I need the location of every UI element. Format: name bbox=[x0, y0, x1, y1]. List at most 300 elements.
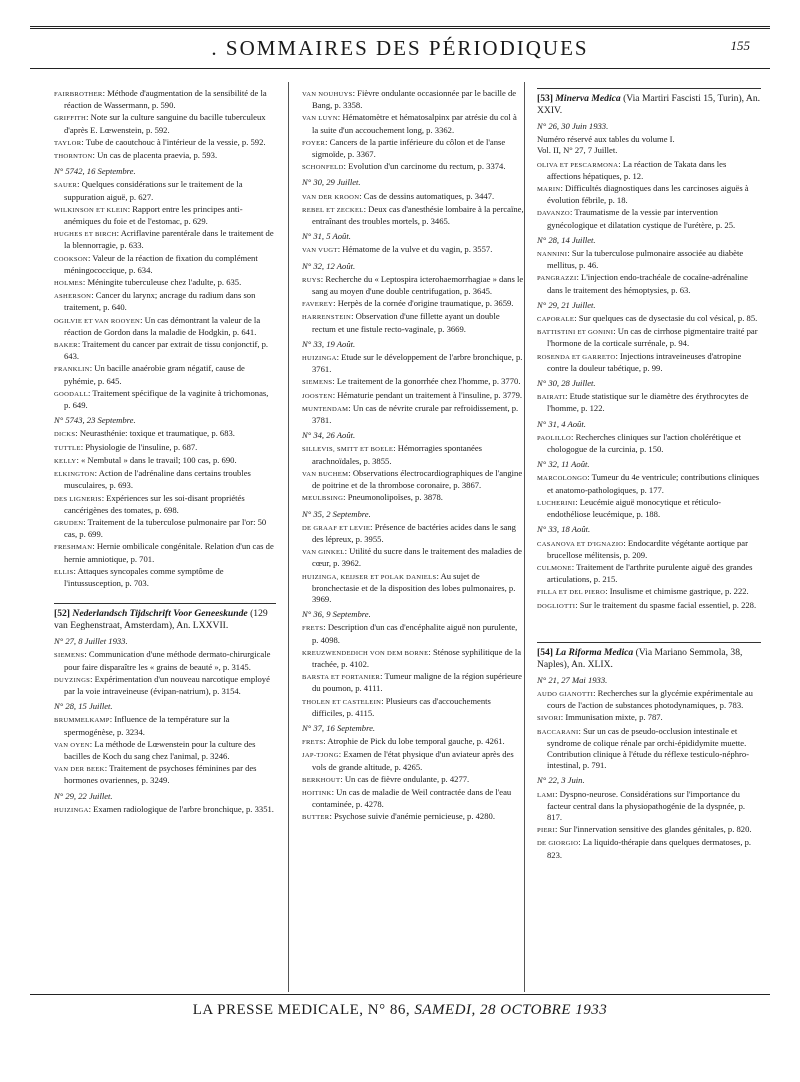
abstract-entry bbox=[54, 228, 276, 251]
issue-heading: N° 28, 15 Juillet. bbox=[54, 701, 113, 712]
entry-text: : Atrophie de Pick du lobe temporal gauche, p. 4261. bbox=[323, 736, 505, 747]
abstract-entry bbox=[537, 351, 761, 374]
entry-author: COOKSON bbox=[54, 255, 88, 263]
abstract-entry bbox=[537, 837, 761, 860]
entry-text: : Injections intraveineuses d'atropine contre la douleur tabétique, p. 99. bbox=[547, 350, 742, 373]
abstract-entry bbox=[537, 600, 761, 612]
abstract-entry bbox=[537, 497, 761, 520]
entry-text: : La méthode de Lœwenstein pour la culture des bacilles de Koch du sang chez l'animal, p. 3246. bbox=[64, 738, 256, 761]
entry-author: HUGHES ET BIRCH bbox=[54, 231, 117, 239]
abstract-entry bbox=[302, 298, 524, 310]
issue-heading: N° 33, 19 Août. bbox=[302, 338, 356, 349]
entry-text: : Examen de l'état physique d'un aviateur après des vols de grande altitude, p. 4265. bbox=[312, 749, 514, 772]
entry-text: : Etude sur le développement de l'arbre bronchique, p. 3761. bbox=[312, 352, 523, 375]
entry-text: : Expériences sur les soi-disant propriétés cancérigènes des tomates, p. 698. bbox=[64, 492, 245, 515]
entry-text: : Un bacille anaérobie gram négatif, cause de pyhémie, p. 645. bbox=[64, 363, 245, 386]
entry-list bbox=[302, 88, 524, 173]
entry-text: : Un cas de maladie de Weil contractée dans de l'eau contaminée, p. 4278. bbox=[312, 786, 512, 810]
abstract-entry bbox=[54, 455, 276, 467]
entry-text: : Hématomètre et hématosalpinx par atrésie du col à la suite d'un accouchement long, p. 3362. bbox=[312, 112, 517, 135]
entry-list bbox=[537, 688, 761, 771]
entry-text: : Immunisation mixte, p. 787. bbox=[560, 712, 663, 723]
entry-author: BERKHOUT bbox=[302, 776, 341, 784]
abstract-entry bbox=[302, 112, 524, 135]
column-divider bbox=[288, 82, 289, 992]
abstract-entry bbox=[537, 159, 761, 182]
entry-text: : Tumeur du 4e ventricule; contributions cliniques et anatomo-pathologiques, p. 177. bbox=[547, 472, 760, 495]
entry-text: : Cancers de la partie inférieure du côlon et de l'anse sigmoïde, p. 3367. bbox=[312, 136, 506, 160]
entry-author: ASHERSON bbox=[54, 293, 92, 301]
journal-info: (Via Mariano Semmola, 38, Naples), An. XLIX. bbox=[537, 646, 743, 670]
entry-author: BAKER bbox=[54, 342, 78, 350]
entry-text: : Insulisme et chimisme gastrique, p. 222. bbox=[605, 586, 749, 597]
issue-heading: N° 34, 26 Août. bbox=[302, 430, 356, 441]
entry-text: : Hémorragies spontanées arachnoïdales, p. 3855. bbox=[312, 443, 482, 466]
abstract-entry bbox=[54, 339, 276, 362]
entry-list bbox=[54, 428, 276, 589]
entry-author: GRIFFITH bbox=[54, 115, 87, 123]
header-top-rule bbox=[30, 26, 770, 29]
abstract-entry bbox=[537, 726, 761, 772]
entry-author: PAOLILLO bbox=[537, 434, 572, 442]
entry-author: FRETS bbox=[302, 739, 324, 747]
entry-text: : Quelques considérations sur le traitement de la suppuration aiguë, p. 627. bbox=[64, 179, 243, 202]
abstract-entry bbox=[302, 376, 524, 388]
abstract-entry bbox=[537, 712, 761, 724]
entry-author: BAIRATI bbox=[537, 394, 566, 402]
entry-text: : Neurasthénie: toxique et traumatique, p. 683. bbox=[75, 428, 235, 439]
entry-author: DE GRAAF ET LEVIE bbox=[302, 524, 371, 532]
entry-author: PANGRAZZI bbox=[537, 275, 577, 283]
abstract-entry bbox=[537, 562, 761, 585]
entry-author: JOOSTEN bbox=[302, 392, 333, 400]
entry-author: VAN VUGT bbox=[302, 247, 338, 255]
abstract-entry bbox=[537, 207, 761, 230]
entry-author: SIEMENS bbox=[54, 652, 85, 660]
abstract-entry bbox=[302, 191, 524, 203]
abstract-entry bbox=[54, 739, 276, 762]
abstract-entry bbox=[302, 204, 524, 227]
entry-author: SIEMENS bbox=[302, 379, 333, 387]
entry-author: BARSTA ET FORTANIER bbox=[302, 674, 381, 682]
abstract-entry bbox=[537, 313, 761, 325]
column-divider bbox=[524, 82, 525, 992]
header-bottom-rule bbox=[30, 68, 770, 69]
abstract-entry bbox=[537, 688, 761, 711]
abstract-entry bbox=[537, 824, 761, 836]
abstract-entry bbox=[54, 315, 276, 338]
entry-author: FRETS bbox=[302, 625, 324, 633]
entry-list bbox=[54, 88, 276, 162]
entry-text: : Méthode d'augmentation de la sensibilité de la réaction de Wassermann, p. 590. bbox=[64, 88, 267, 111]
abstract-entry bbox=[302, 492, 524, 504]
entry-list bbox=[54, 649, 276, 697]
entry-author: BUTTER bbox=[302, 814, 330, 822]
entry-list bbox=[537, 248, 761, 296]
entry-list bbox=[54, 179, 276, 411]
entry-text: : Influence de la température sur la spermogénèse, p. 3234. bbox=[64, 714, 230, 737]
entry-text: : Pneumonolipoïses, p. 3878. bbox=[343, 492, 443, 503]
issue-heading: Vol. II, N° 27, 7 Juillet. bbox=[537, 145, 618, 156]
entry-text: : La réaction de Takata dans les affections hépatiques, p. 12. bbox=[547, 158, 727, 181]
entry-text: : Un cas démontrant la valeur de la réaction de Gordon dans la maladie de Hodgkin, p. 641. bbox=[64, 314, 261, 337]
entry-author: OLIVA ET PESCARMONA bbox=[537, 161, 619, 169]
entry-author: VAN DER BEEK bbox=[54, 766, 105, 774]
issue-heading: N° 36, 9 Septembre. bbox=[302, 609, 371, 620]
entry-text: : Un cas de placenta praevia, p. 593. bbox=[92, 150, 218, 161]
entry-text: : Traitement du cancer par extrait de tissu conjonctif, p. 643. bbox=[64, 339, 269, 362]
entry-list bbox=[302, 522, 524, 605]
entry-author: ELKINGTON bbox=[54, 471, 95, 479]
entry-author: VAN GINKEL bbox=[302, 549, 345, 557]
entry-text: : Traitement de l'arthrite purulente aiguë des grandes articulations, p. 215. bbox=[547, 561, 753, 585]
entry-text: : Fièvre ondulante occasionnée par le bacille de Bang, p. 3358. bbox=[312, 88, 517, 111]
abstract-entry bbox=[537, 248, 761, 271]
abstract-entry bbox=[54, 674, 276, 697]
abstract-entry bbox=[302, 137, 524, 160]
entry-author: DAVANZO bbox=[537, 210, 570, 218]
abstract-entry bbox=[302, 647, 524, 670]
journal-heading bbox=[537, 88, 761, 117]
abstract-entry bbox=[54, 277, 276, 289]
abstract-entry bbox=[302, 403, 524, 426]
entry-text: : Un cas de fièvre ondulante, p. 4277. bbox=[340, 773, 470, 784]
entry-text: : Traitement de la tuberculose pulmonaire par l'or: 50 cas, p. 699. bbox=[64, 516, 267, 540]
entry-text: : L'injection endo-trachéale de cocaïne-adrénaline dans le traitement des hémoptysies, p. 63. bbox=[547, 272, 748, 295]
entry-text: : Utilité du sucre dans le traitement des maladies de cœur, p. 3962. bbox=[312, 546, 522, 569]
entry-text: : Sur un cas de pseudo-occlusion intestinale et syndrome de colique rénale par orchi-épididymite muette. Contribution clinique à l'étude du réflexe testiculo-néphro-intestinal, p. 791. bbox=[547, 725, 750, 771]
column-2 bbox=[302, 88, 524, 825]
journal-info: (Via Martiri Fascisti 15, Turin), An. XXIV. bbox=[537, 93, 761, 116]
entry-text: : Cancer du larynx; ancrage du radium dans son traitement, p. 640. bbox=[64, 290, 256, 313]
entry-author: WILKINSON ET KLEIN bbox=[54, 206, 128, 214]
abstract-entry bbox=[302, 274, 524, 297]
entry-author: TUTTLE bbox=[54, 444, 81, 452]
abstract-entry bbox=[54, 517, 276, 540]
abstract-entry bbox=[537, 183, 761, 206]
entry-text: : Tumeur maligne de la région supérieure du poumon, p. 4111. bbox=[312, 671, 522, 694]
abstract-entry bbox=[302, 311, 524, 334]
entry-text: : Au sujet de bronchectasie et de la disposition des lobes pulmonaires, p. 3969. bbox=[312, 570, 516, 604]
entry-text: : Psychose suivie d'anémie pernicieuse, p. 4280. bbox=[329, 811, 495, 822]
entry-author: GRUDEN bbox=[54, 519, 84, 527]
abstract-entry bbox=[54, 442, 276, 454]
entry-author: HUIZINGA, KEIJSER ET POLAK DANIELS bbox=[302, 573, 437, 581]
entry-author: KREUZWENDEDICH VON DEM BORNE bbox=[302, 649, 429, 657]
abstract-entry bbox=[54, 204, 276, 227]
abstract-entry bbox=[54, 649, 276, 672]
abstract-entry bbox=[302, 161, 524, 173]
entry-author: ROSENDA ET GARRETO bbox=[537, 353, 616, 361]
journal-info: (129 van Eeghenstraat, Amsterdam), An. LXXVII. bbox=[54, 608, 268, 632]
entry-text: : Plusieurs cas d'accouchements difficiles, p. 4115. bbox=[312, 695, 491, 718]
entry-author: DUYZINGS bbox=[54, 676, 91, 684]
abstract-entry bbox=[302, 390, 524, 402]
entry-author: FRESHMAN bbox=[54, 544, 93, 552]
entry-text: : Sténose syphilitique de la trachée, p. 4102. bbox=[312, 646, 522, 669]
entry-list bbox=[302, 352, 524, 426]
entry-text: : Leucémie aiguë monocytique et réticulo-endothéliose leucémique, p. 188. bbox=[547, 496, 722, 520]
entry-author: MARCOLONGO bbox=[537, 475, 588, 483]
entry-text: : Traumatisme de la vessie par intervention gynécologique et dilatation cystique de l'urétère, p. 25. bbox=[547, 207, 736, 230]
abstract-entry bbox=[302, 522, 524, 545]
abstract-entry bbox=[302, 696, 524, 719]
journal-number: [52] bbox=[54, 608, 70, 620]
issue-heading: N° 30, 28 Juillet. bbox=[537, 378, 596, 389]
issue-heading: N° 32, 11 Août. bbox=[537, 459, 590, 470]
entry-text: : Valeur de la réaction de fixation du complément méningococcique, p. 634. bbox=[64, 252, 258, 275]
entry-text: : Sur le traitement du spasme facial essentiel, p. 228. bbox=[575, 599, 757, 610]
abstract-entry bbox=[302, 468, 524, 491]
entry-list bbox=[54, 714, 276, 786]
entry-text: : Hernie ombilicale congénitale. Relation d'un cas de hernie amniotique, p. 701. bbox=[64, 541, 274, 564]
abstract-entry bbox=[537, 391, 761, 414]
journal-name: Nederlandsch Tijdschrift Voor Geneeskunde bbox=[72, 608, 248, 620]
issue-heading: N° 26, 30 Juin 1933. bbox=[537, 121, 609, 131]
entry-text: : Méningite tuberculeuse chez l'adulte, p. 635. bbox=[82, 277, 242, 288]
journal-number: [54] bbox=[537, 646, 553, 658]
issue-heading: N° 27, 8 Juillet 1933. bbox=[54, 636, 128, 647]
entry-list bbox=[537, 472, 761, 520]
entry-author: FILLA ET DEL PIERO bbox=[537, 589, 606, 597]
abstract-entry bbox=[54, 290, 276, 313]
issue-heading: N° 37, 16 Septembre. bbox=[302, 722, 376, 733]
issue-heading: N° 29, 22 Juillet. bbox=[54, 790, 113, 801]
abstract-entry bbox=[302, 571, 524, 606]
abstract-entry bbox=[537, 586, 761, 598]
entry-text: : Tube de caoutchouc à l'intérieur de la vessie, p. 592. bbox=[81, 136, 266, 147]
entry-author: LUCHERINI bbox=[537, 499, 576, 507]
abstract-entry bbox=[302, 811, 524, 823]
abstract-entry bbox=[54, 566, 276, 589]
entry-author: VAN DER KROON bbox=[302, 193, 360, 201]
abstract-entry bbox=[54, 363, 276, 386]
entry-author: CASANOVA ET D'IGNAZIO bbox=[537, 540, 624, 548]
abstract-entry bbox=[302, 622, 524, 645]
entry-list bbox=[537, 538, 761, 612]
entry-author: CULMONE bbox=[537, 564, 572, 572]
abstract-entry bbox=[54, 468, 276, 491]
abstract-entry bbox=[54, 88, 276, 111]
abstract-entry bbox=[54, 388, 276, 411]
entry-author: MUNTENDAM bbox=[302, 405, 349, 413]
abstract-entry bbox=[302, 787, 524, 810]
page-title: . SOMMAIRES DES PÉRIODIQUES bbox=[211, 36, 589, 60]
entry-text: : Physiologie de l'insuline, p. 687. bbox=[80, 441, 198, 452]
entry-author: MARIN bbox=[537, 186, 561, 194]
journal-name: La Riforma Medica bbox=[555, 646, 634, 658]
entry-list bbox=[537, 789, 761, 861]
entry-author: TAYLOR bbox=[54, 139, 82, 147]
abstract-entry bbox=[54, 253, 276, 276]
entry-text: : Endocardite végétante aortique par brucellose mélitensis, p. 209. bbox=[547, 537, 748, 560]
entry-author: THOLEN ET CASTELEIN bbox=[302, 698, 382, 706]
abstract-entry bbox=[537, 538, 761, 561]
entry-author: KELLY bbox=[54, 457, 77, 465]
entry-author: JAP-TJONG bbox=[302, 752, 339, 760]
entry-author: OGILVIE ET VAN ROOYEN bbox=[54, 317, 141, 325]
entry-text: : Evolution d'un carcinome du rectum, p. 3374. bbox=[343, 161, 506, 172]
issue-heading: N° 33, 18 Août. bbox=[537, 524, 591, 535]
entry-text: : Observations électrocardiographiques de l'angine de poitrine et de la thrombose coronaire, p. 3867. bbox=[312, 467, 523, 491]
entry-text: : Acriflavine parentérale dans le traitement de la blennorragie, p. 633. bbox=[64, 228, 274, 251]
entry-text: : Présence de bactéries acides dans le sang des lépreux, p. 3955. bbox=[312, 521, 516, 544]
entry-text: : Recherches cliniques sur l'action cholérétique et chologogue de la curcinia, p. 150. bbox=[547, 431, 742, 455]
entry-author: HUIZINGA bbox=[54, 806, 89, 814]
abstract-entry bbox=[302, 736, 524, 748]
journal-name: Minerva Medica bbox=[555, 93, 621, 104]
entry-list bbox=[302, 622, 524, 719]
entry-author: CAPORALE bbox=[537, 316, 575, 324]
entry-author: FRANKLIN bbox=[54, 366, 90, 374]
abstract-entry bbox=[54, 428, 276, 440]
issue-heading: N° 32, 12 Août. bbox=[302, 260, 356, 271]
issue-note: Numéro réservé aux tables du volume I. bbox=[537, 134, 675, 145]
entry-text: : « Nembutal » dans le travail; 100 cas, p. 690. bbox=[76, 454, 237, 465]
entry-list bbox=[537, 391, 761, 414]
entry-list bbox=[302, 736, 524, 823]
entry-author: SAUER bbox=[54, 182, 78, 190]
journal-number: [53] bbox=[537, 93, 553, 104]
issue-heading: N° 29, 21 Juillet. bbox=[537, 299, 596, 310]
issue-heading: N° 22, 3 Juin. bbox=[537, 775, 585, 786]
issue-heading: N° 5742, 16 Septembre. bbox=[54, 166, 136, 177]
entry-list bbox=[302, 443, 524, 504]
abstract-entry bbox=[537, 472, 761, 495]
abstract-entry bbox=[302, 671, 524, 694]
entry-text: : Le traitement de la gonorrhée chez l'homme, p. 3770. bbox=[332, 376, 521, 387]
entry-text: : Traitement de psychoses féminines par des hormones ovariennes, p. 3249. bbox=[64, 763, 257, 786]
abstract-entry bbox=[54, 714, 276, 737]
footer-number: N° 86, bbox=[367, 1002, 411, 1018]
issue-heading: N° 35, 2 Septembre. bbox=[302, 508, 371, 519]
abstract-entry bbox=[537, 789, 761, 824]
entry-list bbox=[302, 274, 524, 335]
entry-text: : Sur quelques cas de dysectasie du col vésical, p. 85. bbox=[574, 313, 758, 324]
entry-author: HUIZINGA bbox=[302, 355, 337, 363]
issue-heading: N° 21, 27 Mai 1933. bbox=[537, 674, 608, 685]
abstract-entry bbox=[302, 749, 524, 772]
entry-author: FAVEREY bbox=[302, 301, 334, 309]
entry-author: PIERI bbox=[537, 827, 555, 835]
entry-text: : Difficultés diagnostiques dans les carcinoses aiguës à évolution fébrile, p. 18. bbox=[547, 183, 749, 206]
entry-text: : Description d'un cas d'encéphalite aiguë non purulente, p. 4098. bbox=[312, 622, 518, 645]
entry-author: HARRENSTEIN bbox=[302, 314, 352, 322]
abstract-entry bbox=[302, 774, 524, 786]
entry-list bbox=[54, 804, 276, 816]
entry-text: : Hématome de la vulve et du vagin, p. 3557. bbox=[337, 244, 493, 255]
abstract-entry bbox=[537, 326, 761, 349]
abstract-entry bbox=[54, 137, 276, 149]
entry-author: SCHONFELD bbox=[302, 164, 344, 172]
entry-text: : Sur la tuberculose pulmonaire associée au diabète mellitus, p. 46. bbox=[547, 248, 744, 271]
abstract-entry bbox=[537, 432, 761, 455]
page-number: 155 bbox=[730, 38, 750, 53]
journal-heading bbox=[54, 603, 276, 632]
entry-text: : Herpès de la cornée d'origine traumatique, p. 3659. bbox=[333, 298, 514, 309]
entry-text: : Dyspno-neurose. Considérations sur l'importance du facteur central dans la physiopathogénie de la dyspnée, p. 817. bbox=[547, 788, 746, 822]
entry-author: VAN OYEN bbox=[54, 741, 90, 749]
abstract-entry bbox=[54, 541, 276, 564]
abstract-entry bbox=[54, 763, 276, 786]
abstract-entry bbox=[537, 272, 761, 295]
issue-heading: N° 28, 14 Juillet. bbox=[537, 234, 596, 245]
entry-text: : Un cas de névrite crurale par refroidissement, p. 3781. bbox=[312, 402, 519, 426]
entry-text: : Sur l'innervation sensitive des glandes génitales, p. 820. bbox=[554, 824, 752, 835]
abstract-entry bbox=[302, 244, 524, 256]
entry-author: VAN NOUHUYS bbox=[302, 91, 353, 98]
entry-text: : Attaques syncopales comme symptôme de l'intussusception, p. 703. bbox=[64, 565, 224, 588]
abstract-entry bbox=[54, 112, 276, 135]
entry-author: DES LIGNERIS bbox=[54, 495, 102, 503]
abstract-entry bbox=[54, 804, 276, 816]
entry-author: MEULBSING bbox=[302, 495, 344, 503]
entry-text: : Traitement spécifique de la vaginite à trichomonas, p. 649. bbox=[64, 387, 269, 411]
entry-author: BATTISTINI ET GONINI bbox=[537, 329, 614, 337]
entry-author: HOITINK bbox=[302, 789, 332, 797]
entry-author: RUYS bbox=[302, 276, 321, 284]
entry-list bbox=[537, 313, 761, 374]
abstract-entry bbox=[54, 179, 276, 202]
issue-heading: N° 31, 4 Août. bbox=[537, 418, 586, 429]
column-1 bbox=[54, 88, 276, 817]
entry-text: : Expérimentation d'un nouveau narcotique employé par la voie intraveineuse (évipan-natrium), p. 3154. bbox=[64, 673, 270, 696]
entry-author: VAN LUYN bbox=[302, 115, 338, 123]
entry-author: FOYER bbox=[302, 139, 326, 147]
abstract-entry bbox=[54, 493, 276, 516]
entry-text: : La liquido-thérapie dans quelques dermatoses, p. 823. bbox=[547, 837, 752, 860]
entry-author: SILLEVIS, SMITT ET BOELE bbox=[302, 446, 394, 454]
abstract-entry bbox=[302, 546, 524, 569]
journal-heading bbox=[537, 642, 761, 671]
entry-text: : Communication d'une méthode dermato-chirurgicale pour faire disparaître les « grains de beauté », p. 3145. bbox=[64, 649, 271, 672]
issue-heading: N° 30, 29 Juillet. bbox=[302, 177, 361, 188]
abstract-entry bbox=[302, 443, 524, 466]
entry-list bbox=[537, 432, 761, 455]
entry-author: VAN BUCHEM bbox=[302, 470, 349, 478]
entry-text: : Examen radiologique de l'arbre bronchique, p. 3351. bbox=[88, 803, 274, 814]
abstract-entry bbox=[302, 88, 524, 111]
entry-author: DE GIORGIO bbox=[537, 840, 579, 848]
entry-author: NANNINI bbox=[537, 251, 568, 259]
entry-author: REBEL ET ZECKEL bbox=[302, 206, 364, 214]
entry-author: HOLMES bbox=[54, 280, 83, 288]
entry-list bbox=[302, 244, 524, 256]
abstract-entry bbox=[54, 150, 276, 162]
entry-author: GOODALL bbox=[54, 390, 88, 398]
entry-text: : Recherches sur la glycémie expérimentale au cours de l'action de substances photodynamiques, p. 783. bbox=[547, 687, 753, 711]
entry-text: : Deux cas d'anesthésie lombaire à la percaïne, entraînant des troubles mortels, p. 3465. bbox=[312, 203, 524, 227]
footer-journal: LA PRESSE MEDICALE, bbox=[192, 1002, 364, 1018]
entry-author: BACCARANI bbox=[537, 728, 579, 736]
entry-author: FAIRBROTHER bbox=[54, 91, 103, 98]
entry-text: : Observation d'une fillette ayant un double rectum et une fistule recto-vaginale, p. 3669. bbox=[312, 311, 500, 334]
entry-author: DOGLIOTTI bbox=[537, 602, 576, 610]
entry-author: ELLIS bbox=[54, 568, 74, 576]
issue-heading: N° 5743, 23 Septembre. bbox=[54, 415, 136, 426]
column-3 bbox=[537, 88, 761, 862]
entry-text: : Hématurie pendant un traitement à l'insuline, p. 3779. bbox=[332, 389, 523, 400]
entry-list bbox=[537, 159, 761, 231]
entry-text: : Cas de dessins automatiques, p. 3447. bbox=[359, 190, 495, 201]
entry-author: THORNTON bbox=[54, 153, 93, 161]
entry-author: AUDO GIANOTTI bbox=[537, 690, 594, 698]
page-footer bbox=[0, 1002, 800, 1019]
entry-author: DICKS bbox=[54, 431, 76, 439]
entry-list bbox=[302, 191, 524, 228]
entry-text: : Action de l'adrénaline dans certains troubles musculaires, p. 693. bbox=[64, 468, 251, 491]
entry-author: LAMI bbox=[537, 791, 556, 799]
